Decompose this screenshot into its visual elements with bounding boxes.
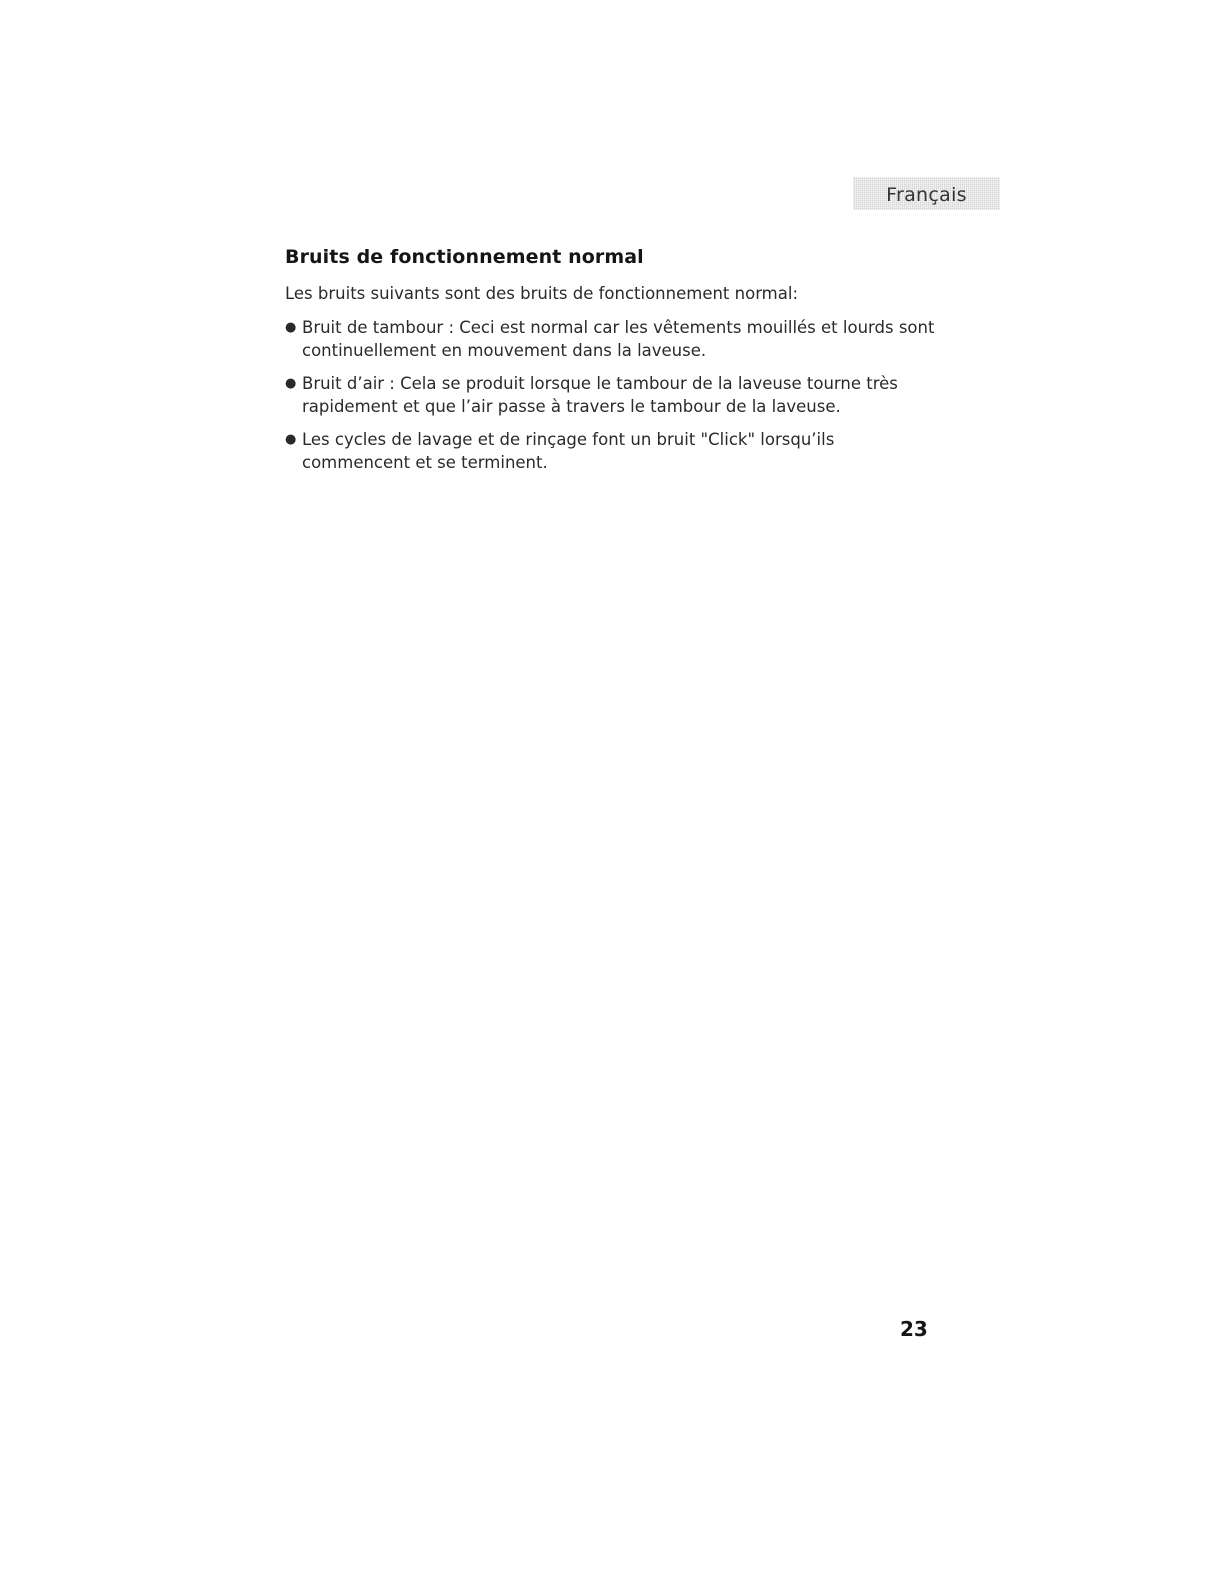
list-item [285, 373, 945, 418]
noise-list [285, 317, 945, 485]
list-item [285, 317, 945, 362]
list-item-text: Bruit d’air : Cela se produit lorsque le tambour de la laveuse tourne très rapidement et que l’air passe à travers le tambour de la laveuse. [302, 374, 898, 416]
list-item-text: Bruit de tambour : Ceci est normal car les vêtements mouillés et lourds sont continuellement en mouvement dans la laveuse. [302, 318, 935, 360]
bullet-icon: ● [285, 376, 297, 391]
list-item-text: Les cycles de lavage et de rinçage font un bruit "Click" lorsqu’ils commencent et se terminent. [302, 430, 835, 472]
intro-text: Les bruits suivants sont des bruits de fonctionnement normal: [285, 284, 799, 303]
bullet-icon: ● [285, 432, 297, 447]
language-tab-label: Français [886, 183, 967, 206]
language-tab [853, 177, 1000, 210]
section-title: Bruits de fonctionnement normal [285, 246, 644, 268]
page-number: 23 [900, 1317, 928, 1341]
list-item [285, 429, 945, 474]
bullet-icon: ● [285, 320, 297, 335]
